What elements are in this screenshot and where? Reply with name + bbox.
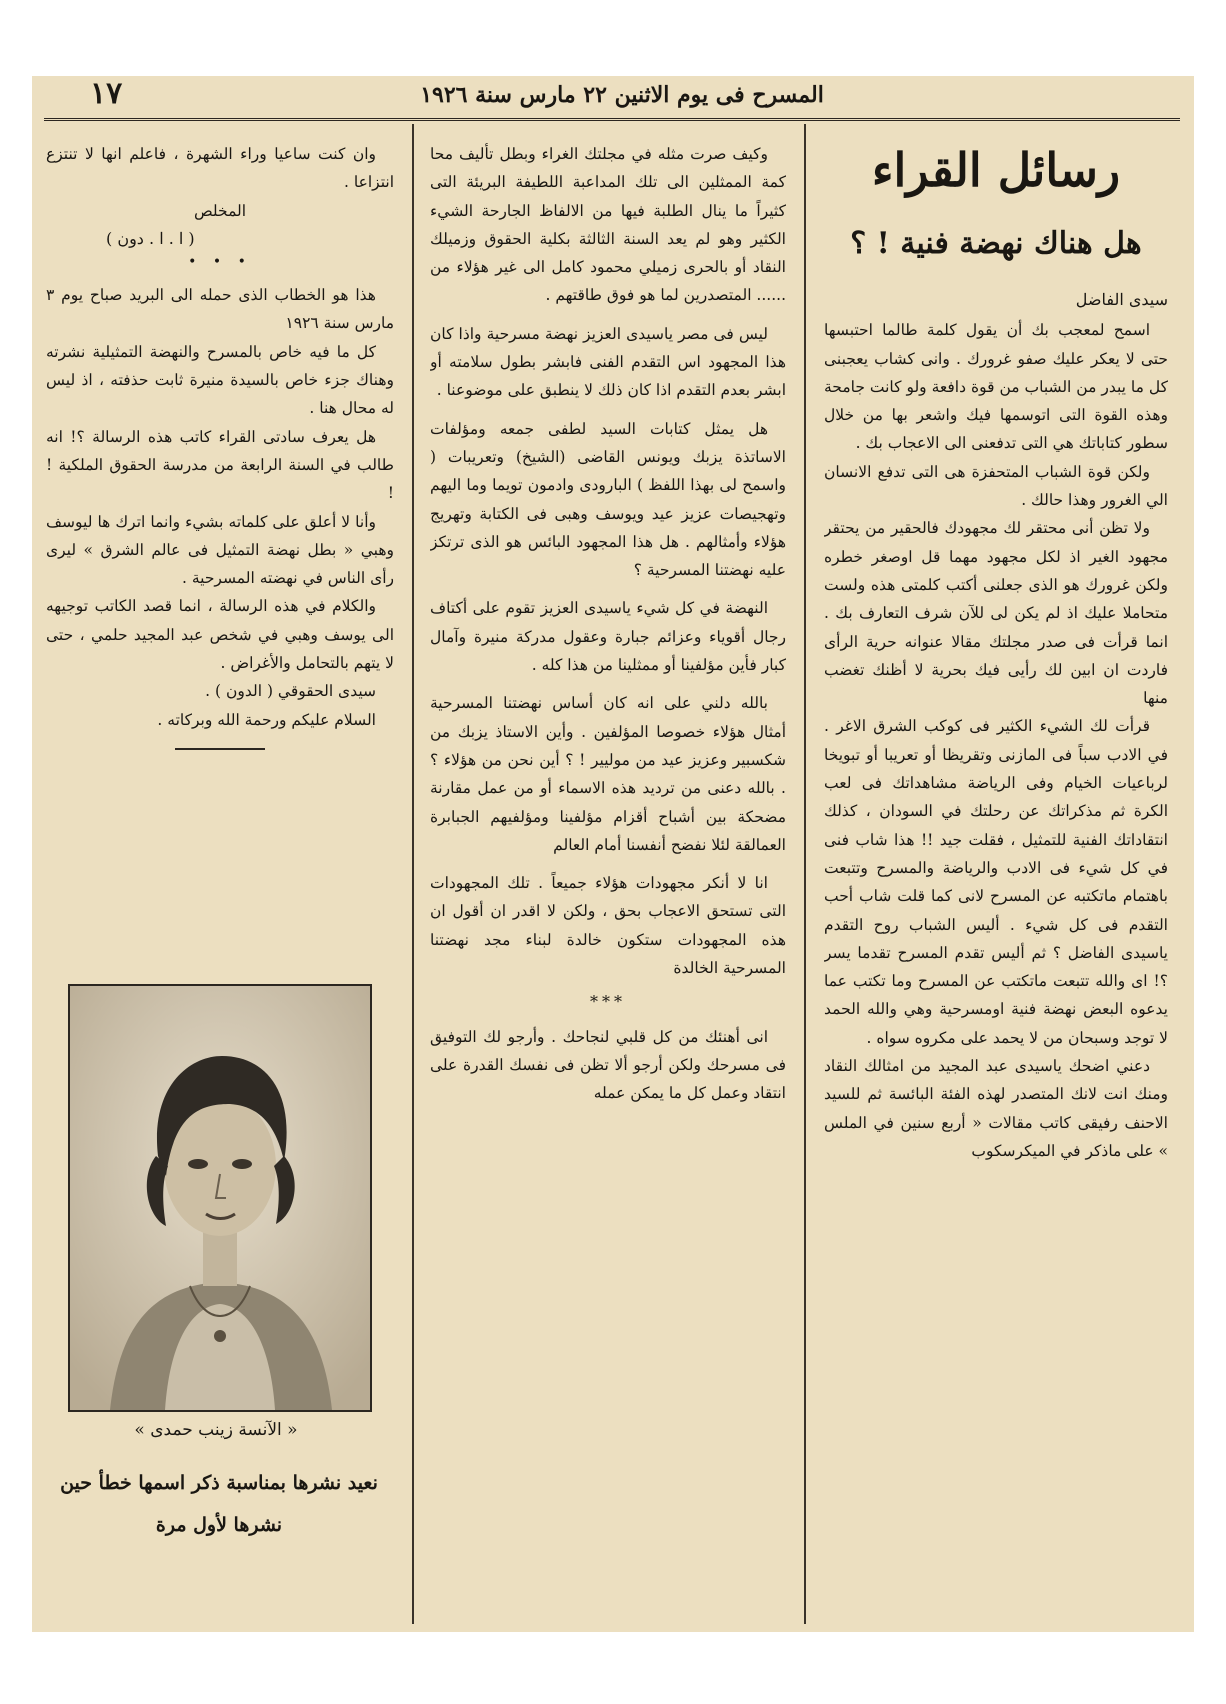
photo-caption: « الآنسة زينب حمدى »: [134, 1420, 298, 1440]
portrait-illustration: [70, 986, 370, 1410]
short-rule: [175, 748, 265, 750]
paragraph: انى أهنئك من كل قلبي لنجاحك . وأرجو لك التوفيق فى مسرحك ولكن أرجو ألا تظن فى نفسك القدرة على انتقاد وعمل كل ما يمكن عمله: [430, 1027, 786, 1103]
column-right: [824, 134, 1168, 1614]
paragraph: كل ما فيه خاص بالمسرح والنهضة التمثيلية نشرته وهناك جزء خاص بالسيدة منيرة ثابت حذفته ، اذ ليس له محال هنا .: [46, 342, 394, 418]
paragraph: هل يعرف سادتى القراء كاتب هذه الرسالة ؟! انه طالب في السنة الرابعة من مدرسة الحقوق الملكية ! !: [46, 427, 394, 503]
paragraph: انا لا أنكر مجهودات هؤلاء جميعاً . تلك المجهودات التى تستحق الاعجاب بحق ، ولكن لا اقدر ان أقول ان هذه المجهودات ستكون خالدة لبناء مجد نهضتنا المسرحية الخالدة: [430, 874, 786, 978]
paragraph: والكلام في هذه الرسالة ، انما قصد الكاتب توجيهه الى يوسف وهبي في شخص عبد المجيد حلمي ، حتى لا يتهم بالتحامل والأغراض .: [46, 597, 394, 673]
ornament-dots: • • •: [188, 254, 252, 271]
closing-word: المخلص: [193, 201, 247, 220]
header-rule: [44, 118, 1180, 121]
paragraph: ولا تظن أنى محتقر لك مجهودك فالحقير من يحتقر مجهود الغير اذ لكل مجهود مهما قل اوصغر خطره ولكن غرورك هو الذى جعلنى أكتب كلمتى هذه ولست متحاملا عليك اذ لم يكن لى للآن شرف التعارف بك . انما قرأت فى صدر مجلتك مقالا عنوانه حرية الرأى فاردت ان ابين لك رأيى فيك بحرية لا أظنك تغضب منها: [824, 519, 1168, 708]
column-middle: [430, 140, 786, 1620]
paragraph: وان كنت ساعيا وراء الشهرة ، فاعلم انها لا تنتزع انتزاعا .: [46, 145, 394, 192]
paragraph: هل يمثل كتابات السيد لطفى جمعه ومؤلفات الاساتذة يزبك ويونس القاضى (الشيخ) وتعريبات ( واسمح لى بهذا اللفظ ) البارودى وادمون تويما وما اليهم وتهجيصات عزيز عيد ويوسف وهبى فى الكتابة وتهريج هؤلاء وأمثالهم . هل هذا المجهود البائس هو الذى ترتكز عليه نهضتنا المسرحية ؟: [430, 419, 786, 580]
paragraph: وأنا لا أعلق على كلماته بشيء وانما اترك ها ليوسف وهبي « بطل نهضة التمثيل فى عالم الشرق » ليرى رأى الناس في نهضته المسرحية .: [46, 512, 394, 588]
paragraph: ولكن قوة الشباب المتحفزة هى التى تدفع الانسان الي الغرور وهذا حالك .: [824, 462, 1168, 510]
column-divider-right: [804, 124, 806, 1624]
paragraph: بالله دلني على انه كان أساس نهضتنا المسرحية أمثال هؤلاء خصوصا المؤلفين . وأين الاستاذ يزبك من شكسبير وعزيز عيد من موليير ! ؟ أين نحن من هؤلاء ؟ . بالله دعنى من ترديد هذه الاسماء أو من عمل مقارنة مضحكة بين أشباح أقزام مؤلفينا ومؤلفيهم الجبابرة العمالقة لئلا نفضح أنفسنا أمام العالم: [430, 694, 786, 854]
paragraph: السلام عليكم ورحمة الله وبركاته .: [157, 710, 376, 729]
issue-date-line: المسرح فى يوم الاثنين ٢٢ مارس سنة ١٩٢٦: [420, 82, 824, 108]
masthead-readers-letters: رسائل القراء: [871, 143, 1121, 197]
newspaper-page: [32, 76, 1194, 1632]
paragraph: دعني اضحك ياسيدى عبد المجيد من امثالك النقاد ومنك انت لانك المتصدر لهذه الفئة البائسة ثم للسيد الاحنف رفيقى كاتب مقالات « أربع سنين في الملس » على ماذكر في الميكرسكوب: [824, 1057, 1168, 1160]
page-header: [32, 76, 1194, 118]
paragraph: سيدى الحقوقي ( الدون ) .: [205, 682, 376, 701]
column-left: [46, 140, 394, 960]
salutation: سيدى الفاضل: [1075, 290, 1168, 309]
letter-signature: ( ا . ا . دون ): [106, 228, 195, 248]
paragraph: النهضة في كل شيء ياسيدى العزيز تقوم على أكتاف رجال أقوياء وعزائم جبارة وعقول مدركة منيرة وآمال كبار فأين مؤلفينا أو ممثلينا من هذا كله .: [430, 599, 786, 675]
article-headline: هل هناك نهضة فنية ! ؟: [850, 226, 1142, 261]
paragraph: ليس فى مصر ياسيدى العزيز نهضة مسرحية واذا كان هذا المجهود اس التقدم الفنى فابشر بطول سلامته أو ابشر بعدم التقدم اذا كان ذلك لا ينطبق على موضوعنا .: [430, 324, 786, 400]
paragraph: اسمح لمعجب بك أن يقول كلمة طالما احتبسها حتى لا يعكر عليك صفو غرورك . وانى كشاب يعجبنى كل ما يبدر من الشباب من قوة دافعة ولو كانت جامحة وهذه القوة التى اتوسمها فيك واشعر بها من خلال سطور كتاباتك هي التى تدفعنى الى الاعجاب بك .: [824, 321, 1168, 453]
page-number: ١٧: [90, 76, 123, 111]
paragraph: قرأت لك الشيء الكثير فى كوكب الشرق الاغر . في الادب سباً فى المازنى وتقريظا أو تعريبا أو تبويخا لرباعيات الخيام وفى الرياضة مشاهداتك فى لعب الكرة ثم مذكراتك عن رحلتك في السودان ، كذلك انتقاداتك الفنية للتمثيل ، فقلت جيد !! هذا شاب فنى في كل شيء فى الادب والرياضة والمسرح وتتبعت باهتمام ماتكتبه عن المسرح لانى كما قلت شاب أحب التقدم فى كل شيء . أليس الشباب روح التقدم ياسيدى الفاضل ؟ ثم أليس تقدم المسرح تقدما يسر ؟! اى والله تتبعت ماتكتب عن المسرح وما تكتب عما يدعوه البعض نهضة فنية اومسرحية وهي والله الحمد لا توجد وسبحان من لا يحمد على مكروه سواه .: [824, 717, 1168, 1047]
column-divider-left: [412, 124, 414, 1624]
section-separator: ***: [590, 992, 626, 1012]
portrait-photo: [68, 984, 372, 1412]
paragraph: وكيف صرت مثله في مجلتك الغراء وبطل تأليف محا كمة الممثلين الى تلك المداعبة اللطيفة البريئة التى كثيراً ما ينال الطلبة فيها من الالفاظ الجارحة الشيء الكثير وهو لم يعد السنة الثالثة بكلية الحقوق وزميلك النقاد أو بالحرى زميلي محمود كامل الى غير هؤلاء من ...... المتصدرين لما هو فوق طاقتهم .: [430, 145, 786, 305]
paragraph: هذا هو الخطاب الذى حمله الى البريد صباح يوم ٣ مارس سنة ١٩٢٦: [46, 286, 394, 333]
photo-note: نعيد نشرها بمناسبة ذكر اسمها خطأ حين نشرها لأول مرة: [60, 1472, 378, 1536]
